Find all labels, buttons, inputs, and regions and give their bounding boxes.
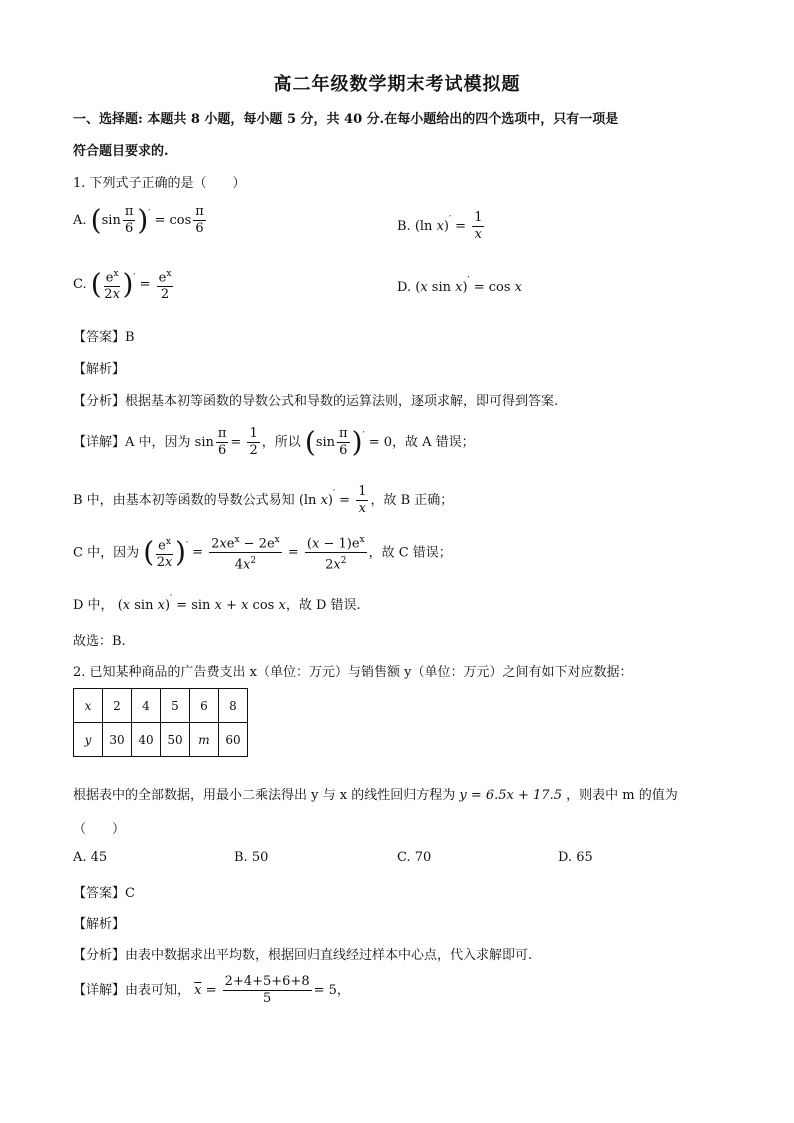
table-cell: 40 bbox=[132, 723, 161, 757]
q1-choice: 故选：B. bbox=[73, 634, 126, 649]
q2-stem: 2. 已知某种商品的广告费支出 x（单位：万元）与销售额 y（单位：万元）之间有如下对应数据： bbox=[73, 665, 633, 680]
q2-paren: （ ） bbox=[73, 822, 126, 837]
q1-detail-a-post: ，故 A 错误； bbox=[392, 435, 475, 450]
q1-detail-c-post: ，故 C 错误； bbox=[368, 545, 452, 561]
table-cell: 5 bbox=[161, 689, 190, 723]
q1-option-c bbox=[73, 266, 175, 303]
q2-fenxi: 【分析】由表中数据求出平均数，根据回归直线经过样本中心点，代入求解即可. bbox=[73, 948, 533, 963]
q1-detail-a-mid: ，所以 bbox=[261, 435, 301, 450]
q1-option-a-label: A. bbox=[73, 213, 87, 228]
q1-detail-b-formula: (ln x)′ = $\frac{1}{x}$ bbox=[298, 484, 367, 516]
q2-answer: 【答案】C bbox=[73, 886, 135, 901]
q1-detail-d-post: ，故 D 错误. bbox=[285, 598, 361, 613]
table-cell: 6 bbox=[190, 689, 219, 723]
q2-detail-denominator: 5 bbox=[263, 991, 272, 1006]
table-header-y: y bbox=[74, 723, 103, 757]
q1-option-c-label: C. bbox=[73, 277, 87, 293]
q1-detail-a-formula1: sin $\frac{\pi}{6}$ = $\frac{1}{2}$ bbox=[194, 426, 258, 458]
q1-option-d-formula: (x sin x)′ = cos x bbox=[415, 276, 523, 295]
table-cell: 4 bbox=[132, 689, 161, 723]
q1-stem: 1. 下列式子正确的是（ ） bbox=[73, 176, 246, 191]
table-cell: 30 bbox=[103, 723, 132, 757]
table-cell: 60 bbox=[219, 723, 248, 757]
q2-option-c: C. 70 bbox=[397, 850, 432, 865]
q1-option-a-formula: (sin $\frac{\pi}{6}$ )′ = cos $\frac{\pi}{6}$ bbox=[90, 203, 204, 237]
q1-analysis-label: 【解析】 bbox=[73, 362, 126, 377]
q1-option-a bbox=[73, 204, 208, 237]
q1-detail-d bbox=[73, 594, 361, 613]
q1-detail-b bbox=[73, 484, 453, 517]
q1-detail-a-formula2: (sin $\frac{\pi}{6}$ )′ = 0 bbox=[304, 425, 392, 459]
q2-equation: y = 6.5x + 17.5 bbox=[459, 788, 562, 803]
table-row bbox=[74, 723, 248, 757]
q1-detail-b-pre: B 中，由基本初等函数的导数公式易知 bbox=[73, 493, 295, 508]
q2-option-b: B. 50 bbox=[234, 850, 269, 865]
table-header-x: x bbox=[74, 689, 103, 723]
q1-detail-c bbox=[73, 532, 452, 574]
q1-detail-c-pre: C 中，因为 bbox=[73, 545, 140, 561]
q1-option-d-label: D. bbox=[397, 280, 412, 295]
table-cell: m bbox=[190, 723, 219, 757]
q2-text-post: ，则表中 m 的值为 bbox=[566, 788, 678, 803]
table-cell: 50 bbox=[161, 723, 190, 757]
q2-option-d: D. 65 bbox=[558, 850, 593, 865]
q1-detail-d-pre: D 中， bbox=[73, 598, 114, 613]
q1-detail-a-pre: 【详解】A 中，因为 bbox=[73, 435, 191, 450]
q2-detail bbox=[73, 974, 350, 1007]
q1-option-c-formula: ( $\frac{e^x}{2x}$ )′ = $\frac{e^x}{2}$ bbox=[90, 267, 172, 303]
q1-answer: 【答案】B bbox=[73, 330, 135, 345]
q1-detail-a bbox=[73, 426, 475, 459]
q2-option-a: A. 45 bbox=[73, 850, 108, 865]
page-title: 高二年级数学期末考试模拟题 bbox=[273, 74, 521, 95]
q1-detail-d-formula: (x sin x)′ = sin x + x cos x bbox=[117, 594, 286, 613]
q1-fenxi: 【分析】根据基本初等函数的导数公式和导数的运算法则，逐项求解，即可得到答案. bbox=[73, 394, 559, 409]
q2-text-pre: 根据表中的全部数据，用最小二乘法得出 y 与 x 的线性回归方程为 bbox=[73, 788, 456, 803]
q2-regression-text bbox=[73, 784, 678, 803]
q2-analysis-label: 【解析】 bbox=[73, 917, 126, 932]
q2-detail-post: = 5， bbox=[313, 983, 350, 998]
q1-detail-b-post: ，故 B 正确； bbox=[370, 493, 454, 508]
q1-option-d bbox=[397, 276, 523, 295]
q1-option-b-formula: (ln x)′ = $\frac{1}{x}$ bbox=[414, 210, 483, 242]
section-heading-line1: 一、选择题: 本题共 8 小题，每小题 5 分，共 40 分.在每小题给出的四个选项中，只有一项是 bbox=[73, 112, 619, 127]
table-cell: 8 bbox=[219, 689, 248, 723]
q2-detail-formula: $\overline{x}$ = $\frac{2+4+5+6+8}{5}$ bbox=[194, 974, 310, 1006]
q2-detail-numerator: 2+4+5+6+8 bbox=[224, 974, 310, 989]
q1-option-b-label: B. bbox=[397, 219, 411, 234]
q2-detail-pre: 【详解】由表可知， bbox=[73, 983, 191, 998]
q1-detail-c-formula: ( $\frac{e^x}{2x}$ )′ = $\frac{2xe^x - 2e^x}{4x^2}$ = $\frac{(x - 1)e^x}{2x^2}$ bbox=[143, 545, 368, 560]
q1-option-b bbox=[397, 210, 486, 243]
section-heading-line2: 符合题目要求的. bbox=[73, 144, 169, 159]
table-cell: 2 bbox=[103, 689, 132, 723]
q2-data-table bbox=[73, 688, 248, 757]
table-row bbox=[74, 689, 248, 723]
